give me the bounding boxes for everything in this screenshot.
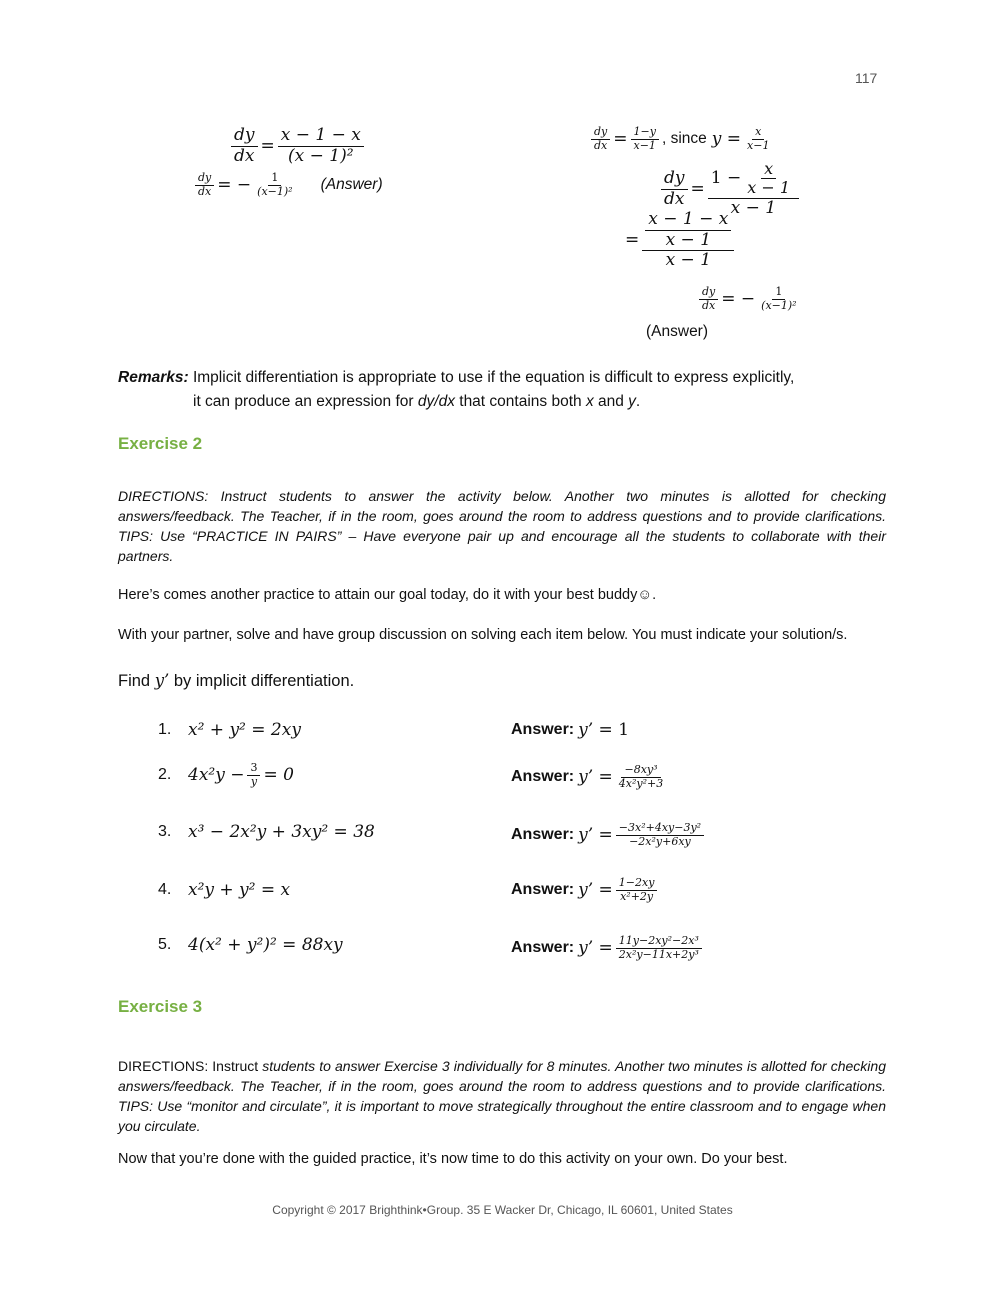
outer-denominator: x − 1 <box>730 197 777 218</box>
item-equation: 4(x² + y²)² = 88xy <box>188 935 343 955</box>
answer-lhs: y’ = <box>578 767 613 788</box>
exercise-2-instruction: With your partner, solve and have group discussion on solving each item below. You must indicate your solution/s. <box>118 627 848 643</box>
page-number: 117 <box>855 70 878 86</box>
answer-numerator: −8xy³ <box>621 764 660 778</box>
dy-numerator: dy <box>661 169 688 190</box>
since-denominator: x−1 <box>747 138 770 152</box>
remarks-text: it can produce an expression for <box>193 393 418 410</box>
dy-numerator: dy <box>699 286 718 300</box>
item-number: 2. <box>158 766 172 784</box>
item-equation: x² + y² = 2xy <box>188 720 301 740</box>
answer-numerator: 1−2xy <box>616 877 658 891</box>
right-answer-label: (Answer) <box>646 323 709 340</box>
remarks-text: . <box>635 393 641 410</box>
answer-item-1 <box>511 720 629 740</box>
since-numerator: x <box>752 126 764 140</box>
since-text: , since <box>661 130 707 148</box>
answer-lhs: y’ = <box>578 880 613 901</box>
problem-item-5 <box>158 935 343 955</box>
equation-numerator: 3 <box>247 762 260 776</box>
answer-item-3 <box>511 822 707 848</box>
item-number: 5. <box>158 936 172 953</box>
dy-numerator: dy <box>591 126 610 140</box>
answer-lhs: y’ = <box>578 720 613 740</box>
right-solution-line-1: $\frac{dy}{dx}$ = $\frac{1-y}{x-1}$ , since y = $\frac{x}{x-1}$ <box>588 126 775 152</box>
dx-denominator: dx <box>198 184 212 198</box>
left-solution-line-2 <box>192 172 383 198</box>
dx-denominator: dx <box>234 145 255 166</box>
rhs-denominator: (x−1)² <box>761 298 797 312</box>
one-minus: 1 − <box>710 168 742 189</box>
equals-minus: = − <box>217 175 252 196</box>
inner-numerator: x − 1 − x <box>645 210 731 231</box>
remarks-text: and <box>593 393 629 410</box>
item-equation: x²y + y² = x <box>188 880 291 900</box>
dx-denominator: dx <box>664 188 685 209</box>
item-number: 3. <box>158 823 172 840</box>
left-solution-line-1: $\frac{dy}{dx}$ = $\frac{x - 1 - x}{\text{(x − 1)²}}$ <box>228 126 367 166</box>
answer-denominator: −2x²y+6xy <box>629 834 691 848</box>
answer-denominator: 2x²y−11x+2y³ <box>618 947 699 961</box>
answer-label: Answer: <box>511 826 575 844</box>
right-solution-line-3 <box>625 210 737 271</box>
exercise-3-directions <box>118 1056 886 1136</box>
item-number: 1. <box>158 721 172 738</box>
outer-denominator: x − 1 <box>665 250 712 271</box>
answer-item-4 <box>511 877 660 903</box>
y-prime: y’ <box>154 671 170 690</box>
rhs-numerator: x − 1 − x <box>278 126 364 147</box>
rhs-denominator: x−1 <box>633 138 656 152</box>
y-term: y <box>628 393 636 410</box>
directions-prefix: DIRECTIONS: Instruct <box>118 1058 263 1074</box>
exercise-2-intro: Here’s comes another practice to attain our goal today, do it with your best buddy☺. <box>118 587 657 603</box>
problem-item-4 <box>158 880 290 900</box>
answer-lhs: y’ = <box>578 938 613 959</box>
answer-lhs: y’ = <box>578 825 613 846</box>
answer-label: Answer: <box>511 768 575 786</box>
rhs-numerator: 1 <box>772 286 785 300</box>
answer-item-2 <box>511 764 669 790</box>
answer-label: Answer: <box>511 721 575 738</box>
answer-label: Answer: <box>511 939 575 957</box>
equals: = <box>625 230 640 251</box>
right-solution-line-4 <box>696 286 803 312</box>
dx-denominator: dx <box>702 298 716 312</box>
right-solution-line-2: $\frac{dy}{dx}$ = 1 − $\frac{x}{x - 1}$ x − 1 <box>658 160 802 218</box>
rhs-denominator: (x−1)² <box>257 184 293 198</box>
answer-item-5 <box>511 935 705 961</box>
answer-denominator: 4x²y²+3 <box>618 776 664 790</box>
item-number: 4. <box>158 881 172 898</box>
rhs-denominator: (x − 1)² <box>288 145 354 166</box>
answer-value: 1 <box>618 720 630 740</box>
dy-numerator: dy <box>231 126 258 147</box>
rhs-numerator: 1−y <box>631 126 659 140</box>
page-footer: Copyright © 2017 Brighthink•Group. 35 E Wacker Dr, Chicago, IL 60601, United States <box>272 1203 733 1217</box>
answer-label: Answer: <box>511 881 575 899</box>
dydx-term: dy/dx <box>417 393 455 410</box>
remarks <box>118 366 898 414</box>
equals-minus: = − <box>721 289 756 310</box>
inner-denominator: x − 1 <box>665 229 712 250</box>
exercise-3-heading: Exercise 3 <box>118 997 203 1016</box>
dy-numerator: dy <box>195 172 214 186</box>
exercise-2-heading: Exercise 2 <box>118 434 203 453</box>
x-term: x <box>585 393 594 410</box>
item-equation: 4x²y − <box>188 765 245 786</box>
inner-numerator: x <box>761 160 776 179</box>
exercise-2-directions: DIRECTIONS: Instruct students to answer the activity below. Another two minutes is allotted for checking answers/feedback. The Teacher, if in the room, goes around the room to address questions and to provide clarifications. TIPS: Use “PRACTICE IN PAIRS” – Have everyone pair up and encourage all the students to collaborate with their partners. <box>118 488 886 564</box>
inner-denominator: x − 1 <box>747 178 790 198</box>
remarks-text: that contains both <box>454 393 586 410</box>
problem-item-3 <box>158 822 375 842</box>
remarks-label: Remarks: <box>118 369 189 386</box>
task-text: by implicit differentiation. <box>169 672 355 690</box>
problem-item-1 <box>158 720 301 740</box>
task-text: Find <box>118 672 155 690</box>
directions-text: students to answer Exercise 3 individually for 8 minutes. Another two minutes is allotted for checking answers/feedback. The Teacher, if in the room, goes around the room to address questions and to provide clarifications. TIPS: Use “monitor and circulate”, it is important to move strategically throughout the entire classroom and to engage when you circulate. <box>118 1058 886 1134</box>
remarks-line-1: Implicit differentiation is appropriate to use if the equation is difficult to express explicitly, <box>192 369 795 386</box>
item-equation: x³ − 2x²y + 3xy² = 38 <box>188 822 375 842</box>
equation-denominator: y <box>250 774 258 788</box>
rhs-numerator: 1 <box>268 172 281 186</box>
remarks-line-2 <box>118 390 898 414</box>
answer-numerator: −3x²+4xy−3y² <box>616 822 704 836</box>
answer-numerator: 11y−2xy²−2x³ <box>616 935 702 949</box>
dx-denominator: dx <box>594 138 608 152</box>
problem-item-2 <box>158 762 294 788</box>
y-equals: y = <box>711 129 742 150</box>
answer-denominator: x²+2y <box>620 889 654 903</box>
exercise-2-task <box>118 671 354 691</box>
exercise-3-closing: Now that you’re done with the guided practice, it’s now time to do this activity on your own. Do your best. <box>118 1151 788 1167</box>
answer-label: (Answer) <box>320 176 383 194</box>
item-equation: = 0 <box>263 765 294 786</box>
